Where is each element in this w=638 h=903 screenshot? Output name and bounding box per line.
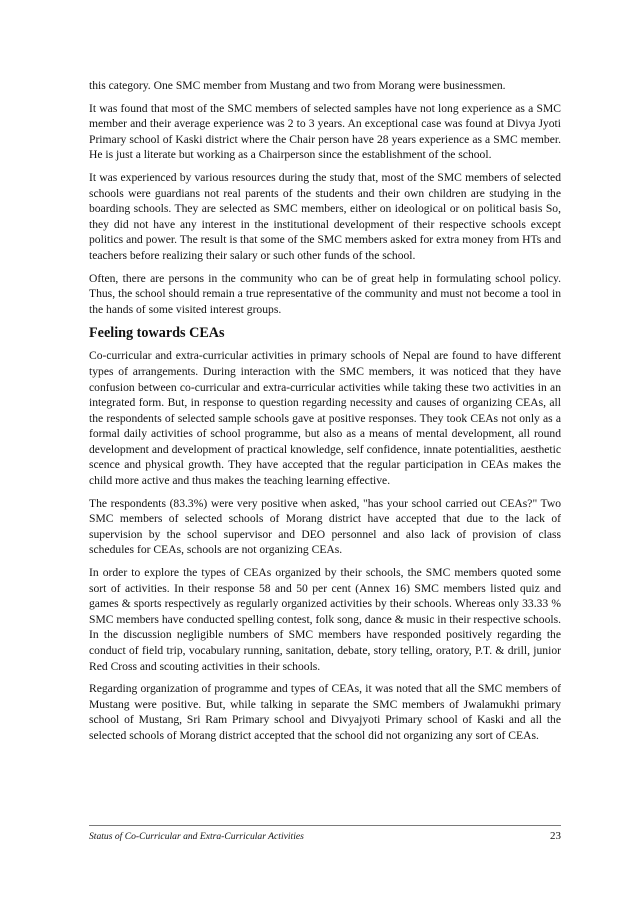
paragraph: In order to explore the types of CEAs organized by their schools, the SMC members quoted some sort of activities. In their response 58 and 50 per cent (Annex 16) SMC members listed quiz and games & sports respectively as regularly organized activities by their schools. Whereas only 33.33 % SMC members have conducted spelling contest, folk song, dance & music in their respective schools. In the discussion negligible numbers of SMC members have responded positively regarding the conduct of field trip, vocabulary running, sanitation, debate, story telling, oratory, P.T. & drill, junior Red Cross and scouting activities in their schools.: [89, 566, 561, 673]
page-number: 23: [550, 830, 561, 842]
paragraph: this category. One SMC member from Mustang and two from Morang were businessmen.: [89, 79, 506, 92]
paragraph: It was experienced by various resources during the study that, most of the SMC members of selected schools were guardians not real parents of the students and their own children are studying in the boarding schools. They are selected as SMC members, either on ideological or on political basis So, they did not have any interest in the institutional development of their respective schools except politics and power. The result is that some of the SMC members asked for extra money from HTs and teachers before realizing their salary or such other funds of the school.: [89, 170, 561, 262]
page-footer: [89, 825, 561, 842]
footer-title: Status of Co-Curricular and Extra-Curricular Activities: [89, 831, 304, 842]
section-heading: Feeling towards CEAs: [89, 325, 225, 342]
paragraph: Co-curricular and extra-curricular activities in primary schools of Nepal are found to have different types of arrangements. During interaction with the SMC members, it was noticed that they have confusion between co-curricular and extra-curricular activities while taking these two activities in an integrated form. But, in response to question regarding necessity and causes of organizing CEAs, all the respondents of selected sample schools gave at positive responses. They took CEAs not only as a formal daily activities of school programme, but also as a means of mental development, all round development and development of practical knowledge, self confidence, innate potentialities, aesthetic scence and physical growth. They have accepted that the regular participation in CEAs makes the child more active and thus makes the teaching learning effective.: [89, 349, 561, 488]
paragraph: The respondents (83.3%) were very positive when asked, "has your school carried out CEAs?" Two SMC members of selected schools of Morang district have accepted that due to the lack of supervision by the school supervisor and DEO personnel and also lack of provision of class schedules for CEAs, schools are not organizing CEAs.: [89, 496, 561, 557]
paragraph: Often, there are persons in the community who can be of great help in formulating school policy. Thus, the school should remain a true representative of the community and must not become a tool in the hands of some visited interest groups.: [89, 271, 561, 316]
paragraph: It was found that most of the SMC members of selected samples have not long experience as a SMC member and their average experience was 2 to 3 years. An exceptional case was found at Divya Jyoti Primary school of Kaski district where the Chair person have 28 years experience as a SMC member. He is just a literate but working as a Chairperson since the establishment of the school.: [89, 101, 561, 162]
paragraph: Regarding organization of programme and types of CEAs, it was noted that all the SMC members of Mustang were positive. But, while talking in separate the SMC members of Jwalamukhi primary school of Mustang, Sri Ram Primary school and Divyajyoti Primary school of Kaski and all the selected schools of Morang district accepted that the school did not organizing any sort of CEAs.: [89, 682, 561, 742]
document-body: [89, 78, 561, 751]
